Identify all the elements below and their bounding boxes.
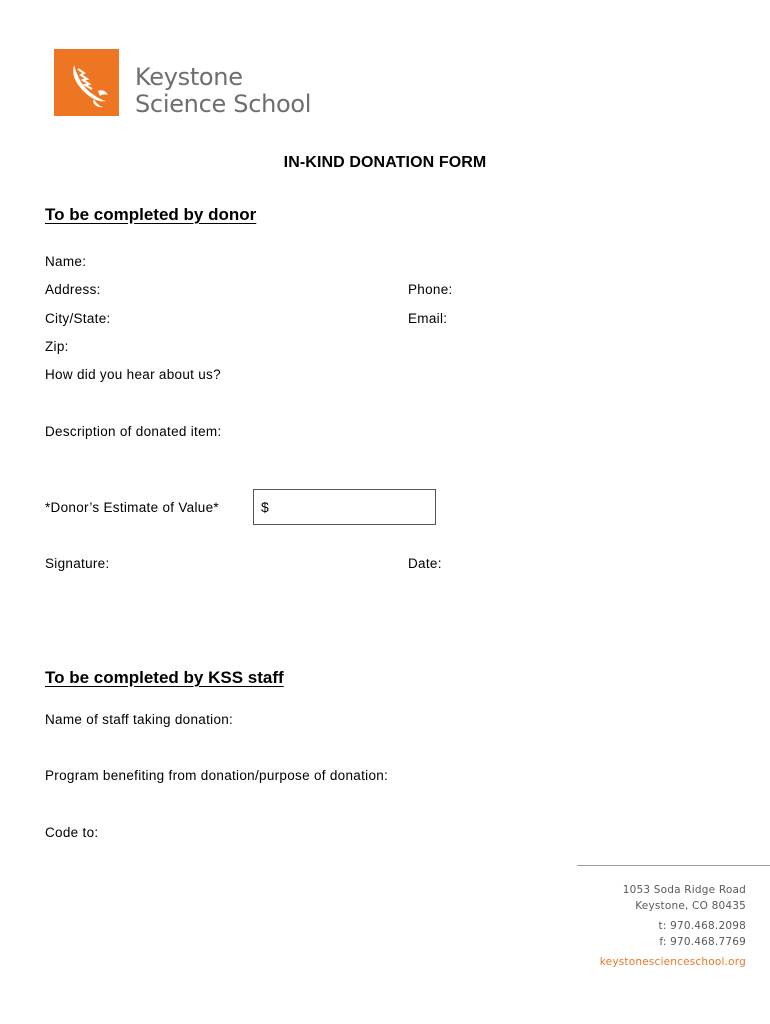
code-to-label: Code to: xyxy=(45,825,99,840)
zip-label: Zip: xyxy=(45,339,69,354)
footer-divider xyxy=(577,865,770,866)
hear-about-us-label: How did you hear about us? xyxy=(45,367,221,382)
currency-symbol: $ xyxy=(261,499,269,515)
email-label: Email: xyxy=(408,311,448,326)
address-label: Address: xyxy=(45,282,101,297)
program-label: Program benefiting from donation/purpose of donation: xyxy=(45,768,389,783)
logo-line-1: Keystone xyxy=(135,63,243,91)
form-title: IN-KIND DONATION FORM xyxy=(283,154,487,171)
name-label: Name: xyxy=(45,254,87,269)
footer-fax: f: 970.468.7769 xyxy=(659,936,746,948)
description-label: Description of donated item: xyxy=(45,424,222,439)
footer-website[interactable]: keystonescienceschool.org xyxy=(599,956,746,968)
eagle-icon xyxy=(54,49,119,116)
donor-section-heading: To be completed by donor xyxy=(45,205,257,224)
footer-address-2: Keystone, CO 80435 xyxy=(635,900,746,912)
date-label: Date: xyxy=(408,556,442,571)
logo-wordmark xyxy=(135,64,311,118)
estimate-value-field[interactable] xyxy=(253,489,436,525)
staff-name-label: Name of staff taking donation: xyxy=(45,712,234,727)
city-state-label: City/State: xyxy=(45,311,111,326)
footer-address-1: 1053 Soda Ridge Road xyxy=(622,884,746,896)
logo-line-2: Science School xyxy=(135,90,312,118)
logo-mark xyxy=(54,49,119,116)
signature-label: Signature: xyxy=(45,556,110,571)
estimate-label: *Donor’s Estimate of Value* xyxy=(45,500,219,515)
phone-label: Phone: xyxy=(408,282,453,297)
footer-phone: t: 970.468.2098 xyxy=(658,920,746,932)
staff-section-heading: To be completed by KSS staff xyxy=(45,668,284,687)
